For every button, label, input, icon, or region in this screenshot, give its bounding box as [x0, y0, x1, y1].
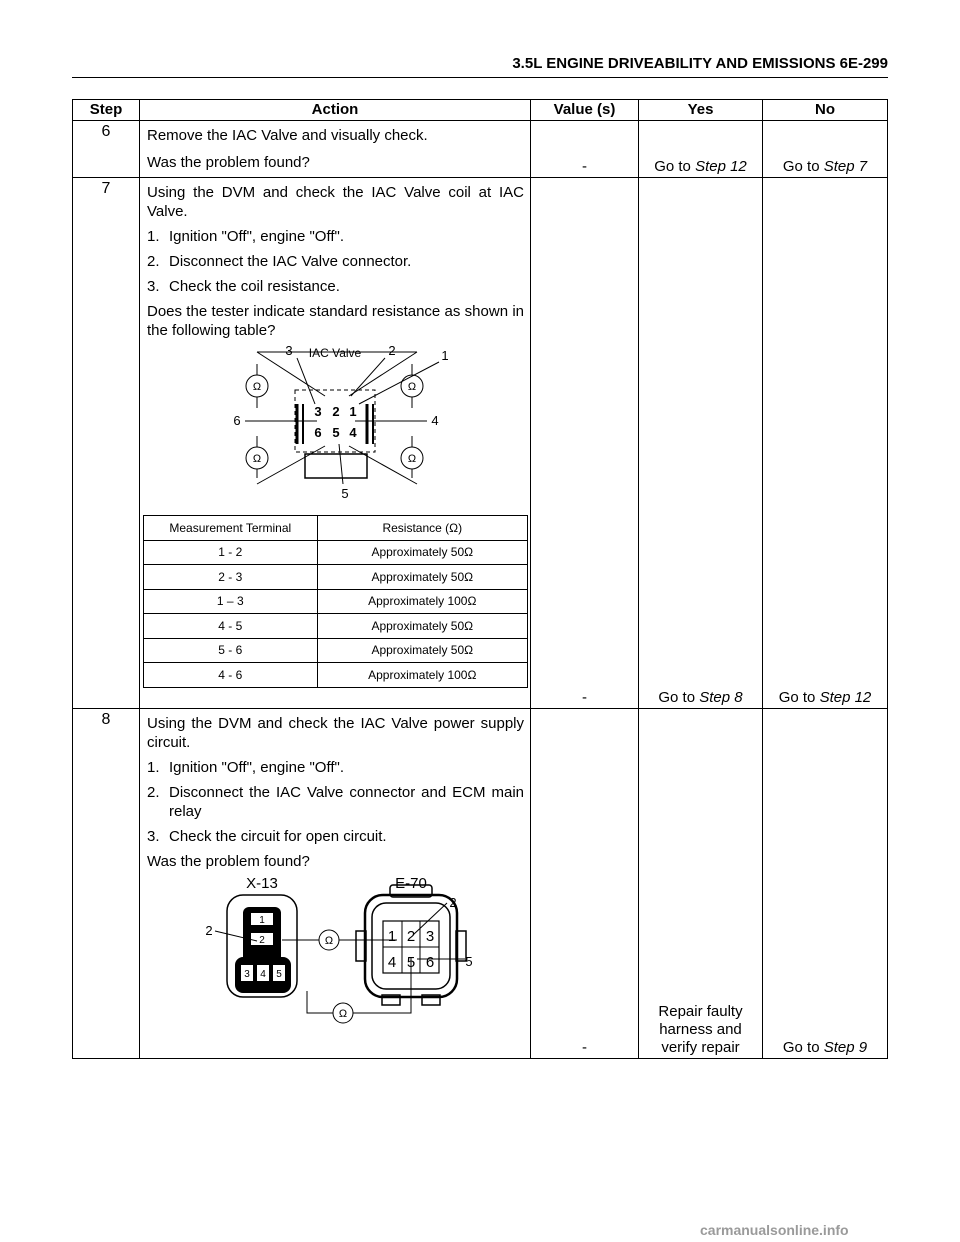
e70-pin-6: 6	[425, 954, 435, 971]
action-question: Does the tester indicate standard resistance as shown in the following table?	[147, 303, 524, 339]
ohm-meter-icon: Ω	[252, 453, 262, 465]
table-row: 1 – 3 Approximately 100Ω	[144, 589, 528, 614]
e70-callout-2: 2	[449, 895, 457, 910]
x13-connector	[227, 895, 297, 997]
x13-pin-5: 5	[276, 969, 282, 980]
yes-cell	[639, 709, 763, 1059]
resistance-header: Resistance (Ω)	[317, 516, 527, 541]
ohm-meter-icon: Ω	[338, 1008, 348, 1020]
table-row: 2 - 3 Approximately 50Ω	[144, 565, 528, 590]
list-item: 2. Disconnect the IAC Valve connector and ECM main relay	[147, 784, 524, 820]
resistance-header-row	[144, 516, 528, 541]
resistance-header: Measurement Terminal	[144, 516, 318, 541]
x13-e70-circuit-diagram	[147, 873, 523, 1029]
iac-valve-label: IAC Valve	[308, 346, 362, 360]
coil-pin-4: 4	[349, 425, 357, 440]
e70-pin-4: 4	[387, 954, 397, 971]
resistance-table	[143, 515, 528, 688]
list-item: 3. Check the coil resistance.	[147, 278, 340, 295]
table-row-step-7	[73, 178, 888, 709]
yes-cell	[639, 121, 763, 178]
list-item: 1. Ignition "Off", engine "Off".	[147, 228, 345, 245]
header-divider	[72, 77, 888, 78]
step-number: 7	[73, 178, 140, 709]
ohm-meter-icon: Ω	[252, 381, 262, 393]
callout-6: 6	[233, 413, 241, 428]
callout-1: 1	[441, 348, 449, 363]
page-header: 3.5L ENGINE DRIVEABILITY AND EMISSIONS 6E-299	[512, 55, 888, 72]
action-intro: Using the DVM and check the IAC Valve coil at IAC Valve.	[147, 184, 524, 220]
no-cell: Go to Step 12	[763, 178, 888, 709]
x13-pin-3: 3	[244, 969, 250, 980]
x13-pin-2: 2	[259, 935, 265, 946]
step-number: 6	[73, 121, 140, 178]
col-header-value: Value (s)	[531, 100, 639, 121]
action-cell	[140, 709, 531, 1059]
action-question: Was the problem found?	[147, 853, 310, 870]
value-cell: -	[531, 709, 639, 1059]
e70-pin-5: 5	[406, 954, 416, 971]
yes-cell: Go to Step 8	[639, 178, 763, 709]
ohm-meter-icon: Ω	[407, 381, 417, 393]
yes-step-link[interactable]: Step 8	[699, 689, 743, 706]
value-cell: -	[531, 178, 639, 709]
table-row: 4 - 6 Approximately 100Ω	[144, 663, 528, 688]
coil-pin-1: 1	[349, 404, 357, 419]
no-step-link[interactable]: Step 12	[819, 689, 872, 706]
yes-step-link[interactable]: Step 12	[695, 158, 747, 175]
list-item: 3. Check the circuit for open circuit.	[147, 828, 387, 845]
x13-callout-2: 2	[205, 923, 213, 938]
callout-3: 3	[285, 344, 293, 358]
no-cell: Go to Step 9	[763, 709, 888, 1059]
table-row-step-8	[73, 709, 888, 1059]
coil-pin-5: 5	[332, 425, 340, 440]
diagnostic-table	[72, 99, 888, 1059]
action-intro: Using the DVM and check the IAC Valve power supply circuit.	[147, 715, 524, 751]
table-header-row	[73, 100, 888, 121]
action-cell	[140, 178, 531, 709]
callout-2: 2	[388, 344, 396, 358]
callout-4: 4	[431, 413, 439, 428]
yes-prefix: Go to	[654, 158, 696, 175]
callout-5: 5	[341, 486, 349, 501]
table-row-step-6	[73, 121, 888, 178]
ohm-meter-icon: Ω	[407, 453, 417, 465]
table-row: 4 - 5 Approximately 50Ω	[144, 614, 528, 639]
table-row: 5 - 6 Approximately 50Ω	[144, 638, 528, 663]
e70-label: E-70	[395, 875, 427, 892]
e70-pin-3: 3	[425, 928, 435, 945]
action-text: Remove the IAC Valve and visually check.	[147, 127, 428, 144]
ohm-meter-icon: Ω	[324, 935, 334, 947]
value-cell: -	[531, 121, 639, 178]
x13-label: X-13	[246, 875, 278, 892]
no-step-link[interactable]: Step 9	[823, 1039, 868, 1056]
col-header-yes: Yes	[639, 100, 763, 121]
coil-pin-2: 2	[332, 404, 340, 419]
coil-pin-6: 6	[314, 425, 322, 440]
coil-pin-3: 3	[314, 404, 322, 419]
yes-line: harness and	[659, 1021, 742, 1038]
table-row: 1 - 2 Approximately 50Ω	[144, 540, 528, 565]
x13-pin-4: 4	[260, 969, 266, 980]
e70-pin-2: 2	[406, 928, 416, 945]
e70-callout-5: 5	[465, 954, 473, 969]
yes-line: verify repair	[661, 1039, 740, 1056]
e70-pin-1: 1	[387, 928, 397, 945]
no-prefix: Go to	[782, 158, 824, 175]
action-question: Was the problem found?	[147, 154, 310, 171]
yes-line: Repair faulty	[658, 1003, 743, 1020]
watermark: carmanualsonline.info	[700, 1222, 849, 1238]
no-cell	[763, 121, 888, 178]
x13-pin-1: 1	[259, 915, 265, 926]
col-header-no: No	[763, 100, 888, 121]
step-number: 8	[73, 709, 140, 1059]
col-header-step: Step	[73, 100, 140, 121]
iac-valve-diagram	[147, 344, 523, 514]
col-header-action: Action	[140, 100, 531, 121]
list-item: 2. Disconnect the IAC Valve connector.	[147, 253, 412, 270]
list-item: 1. Ignition "Off", engine "Off".	[147, 759, 345, 776]
no-step-link[interactable]: Step 7	[823, 158, 868, 175]
action-cell	[140, 121, 531, 178]
